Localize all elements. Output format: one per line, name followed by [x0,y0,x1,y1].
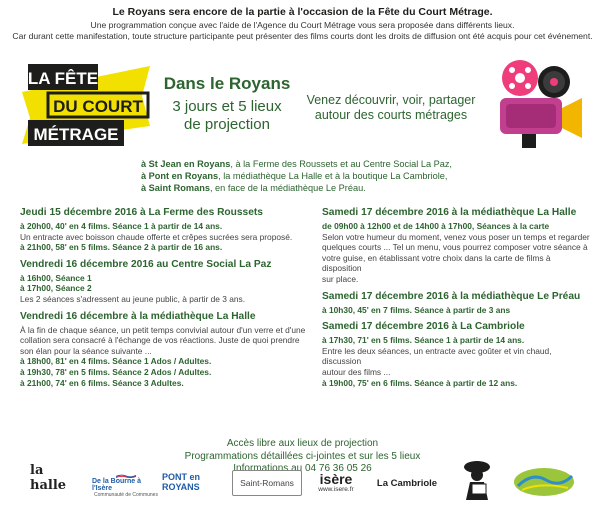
event-title: Samedi 17 décembre 2016 à la médiathèque Le Préau [322,290,581,302]
heading-sub-1: 3 jours et 5 lieux [172,98,282,115]
le-preau-reader-icon [452,458,502,502]
venues-list [141,158,581,195]
schedule-right-column [322,207,590,394]
event-la-cambriole [322,321,590,388]
session-line: à 19h30, 78' en 5 films. Séance 2 Ados / Adultes. [20,366,212,377]
session-line: à 21h00, 74' en 6 films. Séance 3 Adultes. [20,377,184,388]
event-note: À la fin de chaque séance, un petit temps convivial autour d'un verre et d'une [20,324,306,335]
heading-sub-2: de projection [184,116,270,133]
event-mediatheque-la-halle-samedi [322,207,590,285]
la-cambriole-logo: La Cambriole [376,477,438,489]
saint-romans-logo: Saint-Romans [232,470,302,496]
tagline [300,93,482,123]
venue-item: à Pont en Royans, la médiathèque La Halle et à la boutique La Cambriole, [141,171,448,182]
session-line: à 18h00, 81' en 4 films. Séance 1 Ados / Adultes. [20,356,212,367]
session-line: à 19h00, 75' en 6 films. Séance à partir de 12 ans. [322,377,518,388]
bourne-isere-logo: De la Bourne à l'Isère Communauté de Communes [92,474,160,498]
session-line: à 16h00, Séance 1 [20,272,92,283]
event-note: quelques courts ... Tel un menu, vous pourrez composer votre séance à [322,242,588,253]
event-note: Selon votre humeur du moment, venez vous poser un temps et regarder [322,231,590,242]
schedule-left-column [20,207,310,394]
intro-text [0,20,605,42]
footer-line-1: Accès libre aux lieux de projection [226,438,379,449]
st-jean-en-royans-logo [512,464,576,498]
event-note: Entre les deux séances, un entracte avec goûter et vin chaud, discussion [322,345,552,367]
event-note: son élan pour la séance suivante ... [20,345,152,356]
event-ferme-des-roussets [20,207,310,253]
footer-line-2: Programmations détaillées ci-jointes et sur les 5 lieux [184,450,421,462]
venue-item: à St Jean en Royans, à la Ferme des Roussets et au Centre Social La Paz, [141,159,452,169]
intro-block [0,6,605,42]
la-halle-logo: la halle [30,463,67,493]
svg-text:MÉTRAGE: MÉTRAGE [33,125,119,144]
svg-text:DU COURT: DU COURT [53,97,143,116]
svg-text:LA FÊTE: LA FÊTE [27,69,99,88]
event-title: Samedi 17 décembre 2016 à La Cambriole [322,321,525,333]
event-note: sur place. [322,273,359,284]
session-line: à 21h00, 58' en 5 films. Séance 2 à partir de 16 ans. [20,242,223,253]
event-mediatheque-la-halle-vendredi [20,311,310,389]
event-note: autour des films ... [322,366,391,377]
film-camera-icon [486,56,586,152]
event-note: collation sera consacré à l'échange de vos réactions. Juste de quoi prendre [20,335,300,346]
tagline-line-2: autour des courts métrages [314,108,468,122]
partner-logos [0,458,605,510]
intro-line-2: Une programmation conçue avec l'aide de l'Agence du Court Métrage vous sera proposée dans différents lieux. [90,20,515,30]
heading-title: Dans le Royans [163,74,291,93]
isere-departement-logo: isère www.isere.fr [318,470,354,493]
session-line: de 09h00 à 12h00 et de 14h00 à 17h00, Séances à la carte [322,221,550,231]
intro-line-3: Car durant cette manifestation, toute structure participante peut présenter des films courts dont les droits de diffusion ont été acquis pour cet événement. [12,31,593,41]
venue-item: à Saint Romans, en face de la médiathèque Le Préau. [141,183,366,194]
event-note: votre guise, en établissant votre choix dans la carte de films à disposition [322,252,551,274]
heading-subtitle [152,98,302,134]
fete-du-court-metrage-logo [22,62,150,148]
session-line: à 17h30, 71' en 5 films. Séance 1 à partir de 14 ans. [322,335,525,346]
tagline-line-1: Venez découvrir, voir, partager [306,93,476,107]
event-title: Vendredi 16 décembre 2016 au Centre Social La Paz [20,258,272,270]
footer-line-3: Informations au 04 76 36 05 26 [233,463,372,474]
session-line: à 17h00, Séance 2 [20,283,92,294]
session-line: à 10h30, 45' en 7 films. Séance à partir de 3 ans [322,304,511,315]
event-note: Un entracte avec boisson chaude offerte et crêpes sucrées sera proposé. [20,231,293,242]
session-line: à 20h00, 40' en 4 films. Séance 1 à partir de 14 ans. [20,221,223,231]
event-centre-social-la-paz [20,259,310,305]
event-mediatheque-le-preau [322,291,590,316]
main-heading [152,74,302,134]
intro-headline: Le Royans sera encore de la partie à l'occasion de la Fête du Court Métrage. [112,6,493,18]
event-title: Vendredi 16 décembre à la médiathèque La Halle [20,310,256,322]
event-note: Les 2 séances s'adressent au jeune public, à partir de 3 ans. [20,293,246,304]
event-title: Jeudi 15 décembre 2016 à La Ferme des Roussets [20,207,263,218]
event-title: Samedi 17 décembre 2016 à la médiathèque La Halle [322,207,577,218]
pont-en-royans-logo: PONT en ROYANS [162,472,201,492]
